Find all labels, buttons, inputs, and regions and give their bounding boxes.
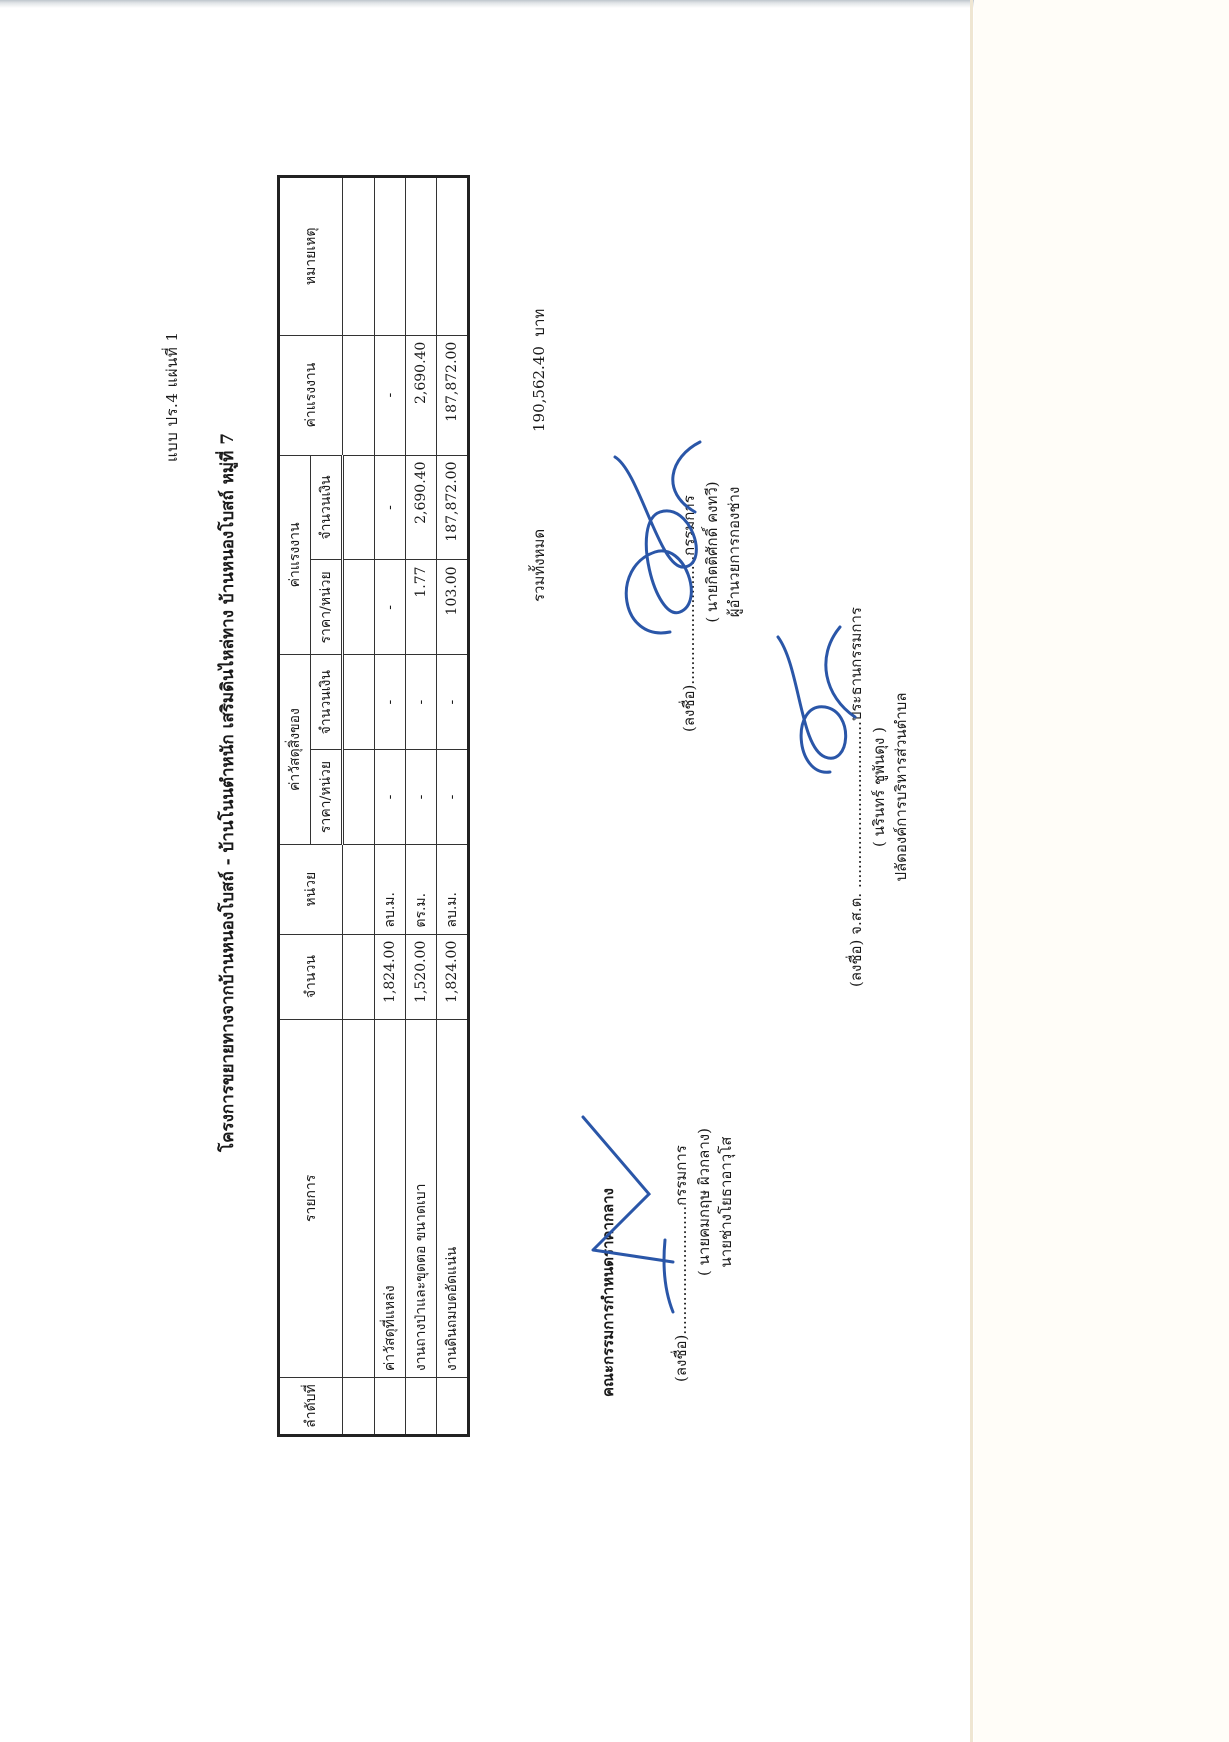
header-labor-unit-price: ราคา/หน่วย (311, 560, 343, 655)
committee-heading: คณะกรรมการกำหนดราคากลาง (599, 1188, 617, 1397)
row-no (437, 1378, 469, 1436)
cost-estimate-table (277, 175, 470, 1437)
row-labor-cost: 187,872.00 (437, 335, 469, 455)
row-labor-unit-price: 1.77 (406, 560, 437, 655)
signature-role: ประธานกรรมการ (847, 607, 865, 722)
row-material-unit-price: - (437, 750, 469, 845)
row-item: งานถางป่าและขุดตอ ขนาดเบา (406, 1019, 437, 1378)
header-unit: หน่วย (279, 844, 343, 934)
row-labor-unit-price: - (375, 560, 406, 655)
row-unit: ลบ.ม. (375, 844, 406, 934)
header-labor-amount: จำนวนเงิน (311, 455, 343, 560)
header-qty: จำนวน (279, 934, 343, 1019)
row-qty: 1,824.00 (437, 934, 469, 1019)
row-unit: ลบ.ม. (437, 844, 469, 934)
row-material-unit-price: - (406, 750, 437, 845)
total-amount (527, 309, 551, 432)
total-value: 190,562.40 (530, 346, 548, 432)
header-labor-cost: ค่าแรงงาน (279, 335, 343, 455)
handwritten-signature-2 (600, 432, 720, 662)
row-labor-cost: - (375, 335, 406, 455)
row-material-amount: - (375, 655, 406, 750)
header-material-unit-price: ราคา/หน่วย (311, 750, 343, 845)
table-row-blank (343, 177, 375, 1436)
row-item: ค่าวัสดุที่แหล่ง (375, 1019, 406, 1378)
signer-name: ( นายกิตติศักดิ์ คงทวี) (702, 481, 721, 623)
row-item: งานดินถมบดอัดแน่น (437, 1019, 469, 1378)
total-label: รวมทั้งหมด (530, 528, 548, 602)
row-labor-amount: 187,872.00 (437, 455, 469, 560)
row-labor-amount: - (375, 455, 406, 560)
total-currency: บาท (530, 308, 548, 337)
row-material-amount: - (437, 655, 469, 750)
header-no: ลำดับที่ (279, 1378, 343, 1436)
signer-name: ( นายคมกฤษ ผิวกลาง) (694, 1128, 713, 1276)
row-no (375, 1378, 406, 1436)
document-title: โครงการขยายทางจากบ้านหนองโบสถ์ - บ้านโนนตำหนัก เสริมดินไหล่ทาง บ้านหนองโบสถ์ หมู่ที่ 7 (218, 432, 238, 1152)
table-row (375, 177, 406, 1436)
header-material-amount: จำนวนเงิน (311, 655, 343, 750)
row-remarks (437, 177, 469, 336)
signature-role: กรรมการ (680, 495, 698, 556)
row-no (406, 1378, 437, 1436)
handwritten-signature-1 (575, 1092, 685, 1322)
table-row (437, 177, 469, 1436)
row-labor-unit-price: 103.00 (437, 560, 469, 655)
header-row-1 (279, 177, 311, 1436)
row-labor-amount: 2,690.40 (406, 455, 437, 560)
signature-role: กรรมการ (672, 1145, 690, 1206)
signature-dots: ........................... (680, 555, 698, 685)
row-material-amount: - (406, 655, 437, 750)
row-qty: 1,824.00 (375, 934, 406, 1019)
signer-position: ผู้อำนวยการกองช่าง (725, 486, 743, 618)
row-qty: 1,520.00 (406, 934, 437, 1019)
row-remarks (375, 177, 406, 336)
signature-prefix: (ลงชื่อ) (672, 1334, 690, 1382)
row-remarks (406, 177, 437, 336)
signature-prefix: (ลงชื่อ) จ.ส.ต. (847, 892, 865, 987)
signature-dots: ................................... (847, 721, 865, 889)
signer-position: ปลัดองค์การบริหารส่วนตำบล (892, 692, 910, 882)
row-material-unit-price: - (375, 750, 406, 845)
form-code: แบบ ปร.4 แผ่นที่ 1 (163, 331, 181, 462)
handwritten-signature-3 (770, 617, 870, 787)
signer-name: ( นรินทร์ ชูพันดุง ) (869, 727, 888, 847)
table-row (406, 177, 437, 1436)
signature-dots: ........................... (672, 1205, 690, 1335)
header-remarks: หมายเหตุ (279, 177, 343, 336)
signer-position: นายช่างโยธาอาวุโส (717, 1136, 735, 1268)
header-material-group: ค่าวัสดุสิ่งของ (279, 655, 311, 845)
row-unit: ตร.ม. (406, 844, 437, 934)
header-item: รายการ (279, 1019, 343, 1378)
row-labor-cost: 2,690.40 (406, 335, 437, 455)
header-labor-group: ค่าแรงงาน (279, 455, 311, 655)
signature-prefix: (ลงชื่อ) (680, 684, 698, 732)
